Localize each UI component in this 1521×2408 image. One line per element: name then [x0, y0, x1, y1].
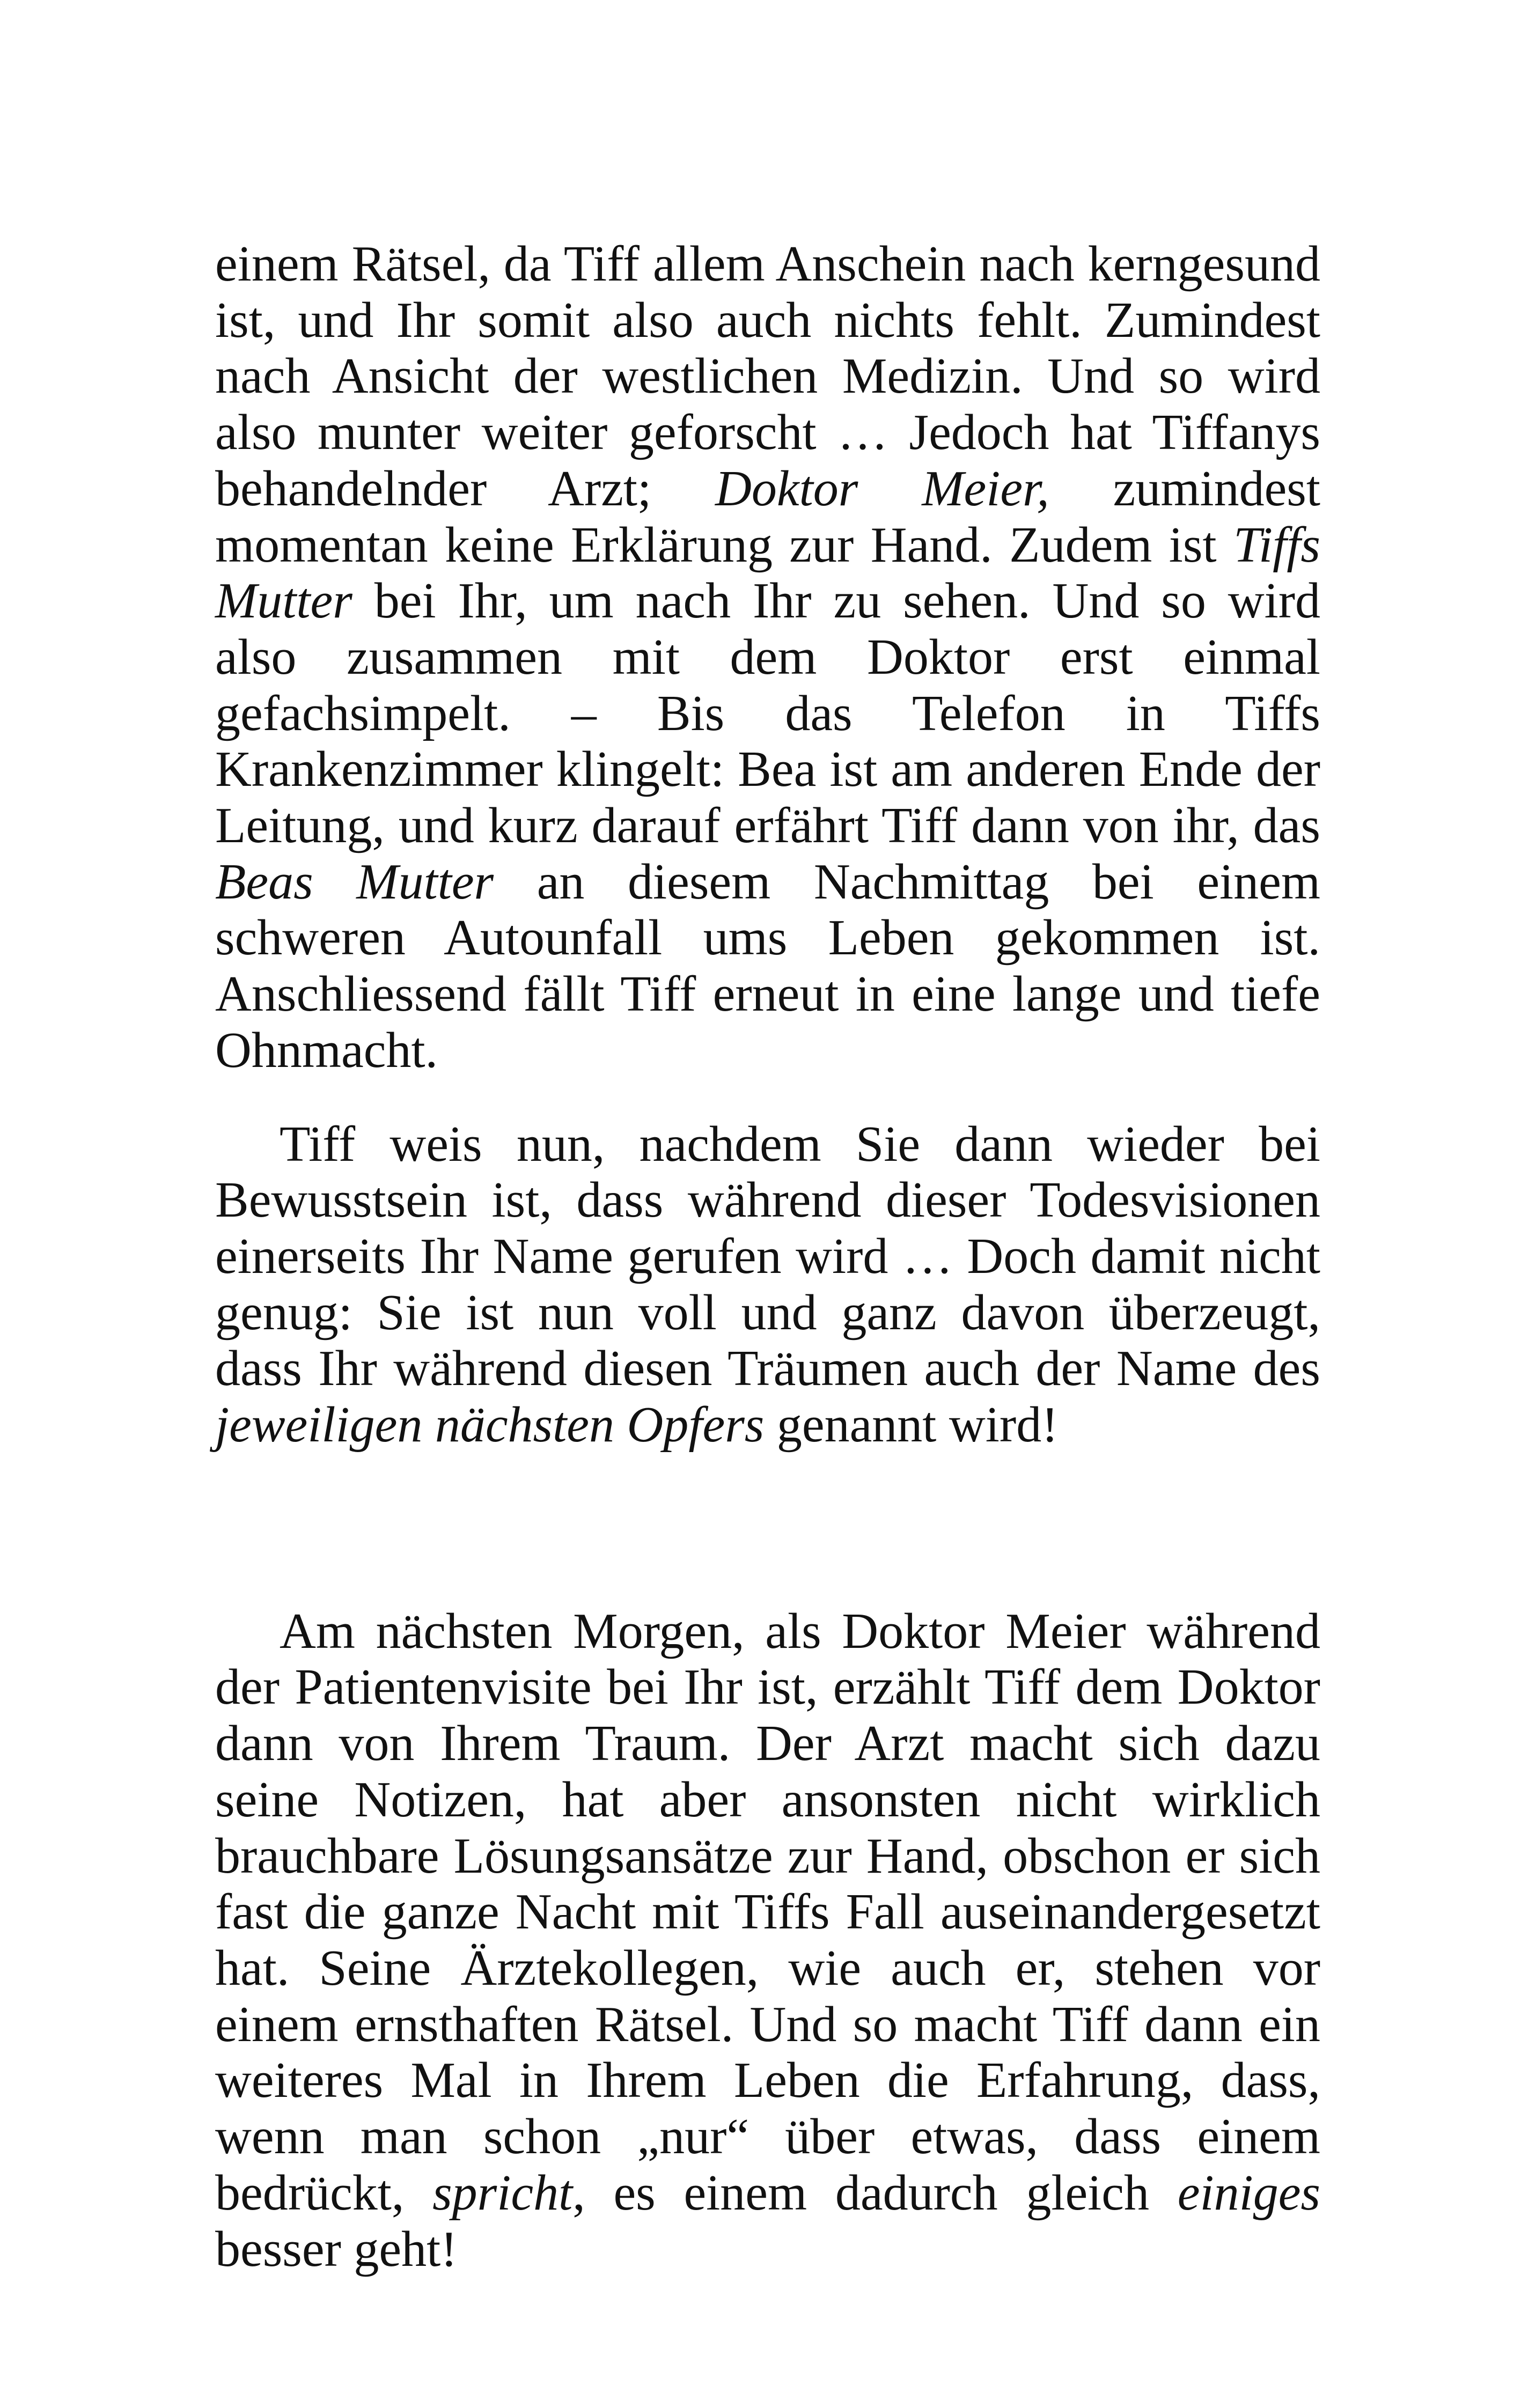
text-segment: Am nächsten Morgen, als Doktor Meier während der Patientenvisite bei Ihr ist, erzählt Tiff dem Doktor dann von Ihrem Traum. Der Arzt macht sich dazu seine Notizen, hat aber ansonsten nicht wirklich brauchbare Lösungsansätze zur Hand, obschon er sich fast die ganze Nacht mit Tiffs Fall auseinandergesetzt hat. Seine Ärztekollegen, wie auch er, stehen vor einem ernsthaften Rätsel. Und so macht Tiff dann ein weiteres Mal in Ihrem Leben die Erfahrung, dass, wenn man schon „nur“ über etwas, dass einem bedrückt, [215, 1603, 1320, 2221]
paragraph-3 [215, 1603, 1320, 2277]
text-segment: an diesem Nachmittag bei einem schweren Autounfall ums Leben gekommen ist. Anschliessend fällt Tiff erneut in eine lange und tiefe Ohnmacht. [215, 853, 1320, 1078]
text-segment: genannt wird! [764, 1397, 1059, 1453]
text-segment-italic: spricht [432, 2164, 573, 2221]
text-segment-italic: jeweiligen nächsten Opfers [215, 1397, 765, 1453]
paragraph-2 [215, 1116, 1320, 1453]
text-segment: einem Rätsel, da Tiff allem Anschein nach kerngesund ist, und Ihr somit also auch nichts fehlt. Zumindest nach Ansicht der westlichen Medizin. Und so wird also munter weiter geforscht … Jedoch hat Tiffanys behandelnder Arzt; [215, 236, 1320, 517]
text-segment: Tiff weis nun, nachdem Sie dann wieder bei Bewusstsein ist, dass während dieser Todesvisionen einerseits Ihr Name gerufen wird … Doch damit nicht genug: Sie ist nun voll und ganz davon überzeugt, dass Ihr während diesen Träumen auch der Name des [215, 1116, 1320, 1397]
text-segment: zumindest momentan keine Erklärung zur Hand. Zudem ist [215, 460, 1321, 573]
text-segment-italic: Beas Mutter [215, 853, 494, 910]
text-segment-italic: Doktor Meier, [715, 460, 1049, 517]
paragraph-1 [215, 236, 1320, 1079]
text-segment-italic: einiges [1177, 2164, 1320, 2221]
text-segment: besser geht! [215, 2221, 458, 2277]
text-segment: , es einem dadurch gleich [572, 2164, 1178, 2221]
text-segment: bei Ihr, um nach Ihr zu sehen. Und so wird also zusammen mit dem Doktor erst einmal gefachsimpelt. – Bis das Telefon in Tiffs Krankenzimmer klingelt: Bea ist am anderen Ende der Leitung, und kurz darauf erfährt Tiff dann von ihr, das [215, 573, 1320, 854]
text-segment-italic: Tiffs Mutter [215, 517, 1320, 629]
book-page [215, 236, 1320, 2277]
